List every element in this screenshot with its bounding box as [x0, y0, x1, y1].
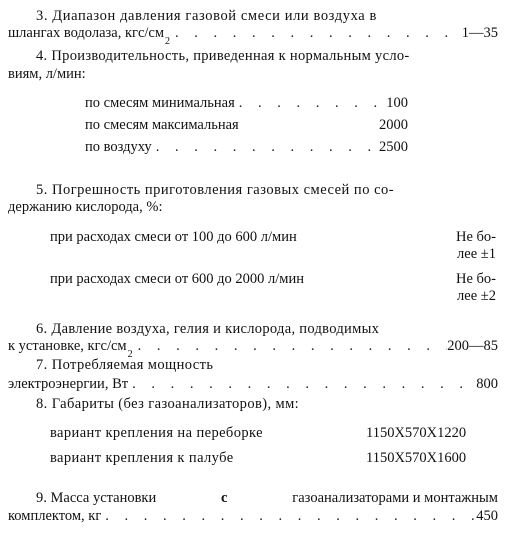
item-7-value: 800: [476, 376, 498, 392]
leader-dots: [134, 338, 448, 355]
item-9-part-c: газоанализаторами и монтажным: [292, 490, 498, 506]
item-3-superscript: 2: [165, 36, 171, 47]
item-4-row-1: [85, 95, 408, 112]
note-line-2: лее ±1: [457, 246, 496, 262]
item-5-row-2-label: при расходах смеси от 600 до 2000 л/мин: [50, 271, 305, 287]
leader-dots: [152, 139, 379, 156]
item-5-line-2: держанию кислорода, %:: [8, 199, 163, 215]
item-5-row-2-note: [426, 271, 496, 305]
row-label: по смесям минимальная: [85, 95, 235, 111]
leader-dots: [101, 508, 476, 525]
item-5-line-1: 5. Погрешность приготовления газовых смесей по со-: [36, 182, 395, 198]
item-4-row-2: [85, 117, 408, 134]
item-3-label: шлангах водолаза, кгс/см: [8, 25, 165, 41]
item-8-row-1-label: вариант крепления на переборке: [50, 425, 263, 441]
item-3-line-1: 3. Диапазон давления газовой смеси или воздуха в: [36, 8, 377, 24]
item-9-value: 450: [476, 508, 498, 524]
item-8-row-2-value: 1150X570X1600: [366, 450, 467, 466]
item-4-line-2: виям, л/мин:: [8, 66, 86, 82]
item-6-superscript: 2: [127, 349, 133, 360]
item-4-row-3: [85, 139, 408, 156]
item-3-value: 1—35: [461, 25, 498, 41]
item-3-line-2: [8, 25, 498, 47]
leader-dots: [171, 25, 462, 42]
item-8-row-2-label: вариант крепления к палубе: [50, 450, 234, 466]
note-line-2: лее ±2: [457, 288, 496, 304]
item-7-line-2: [8, 376, 498, 393]
item-9-line-1: [36, 490, 498, 507]
item-5-row-1-note: [426, 229, 496, 263]
item-5-row-1-label: при расходах смеси от 100 до 600 л/мин: [50, 229, 297, 245]
note-line-1: Не бо-: [456, 271, 496, 287]
item-9-part-a: 9. Масса установки: [36, 490, 157, 506]
item-6-value: 200—85: [447, 338, 498, 354]
item-4-line-1: 4. Производительность, приведенная к нормальным усло-: [36, 48, 410, 64]
item-6-label: к установке, кгс/см: [8, 338, 127, 354]
item-8-line-1: 8. Габариты (без газоанализаторов), мм:: [36, 396, 300, 412]
item-9-label: комплектом, кг: [8, 508, 102, 524]
note-line-1: Не бо-: [456, 229, 496, 245]
item-9-line-2: [8, 508, 498, 525]
item-7-line-1: 7. Потребляемая мощность: [36, 357, 214, 373]
item-6-line-1: 6. Давление воздуха, гелия и кислорода, подводимых: [36, 321, 380, 337]
item-9-part-b: с: [221, 490, 228, 506]
item-8-row-1-value: 1150X570X1220: [366, 425, 467, 441]
row-label: по смесям максимальная: [85, 117, 239, 133]
row-value: 100: [386, 95, 408, 111]
row-value: 2500: [379, 139, 408, 155]
leader-dots: [128, 376, 476, 393]
item-6-line-2: [8, 338, 498, 360]
row-value: 2000: [379, 117, 408, 133]
leader-dots: [235, 95, 386, 112]
row-label: по воздуху: [85, 139, 152, 155]
item-7-label: электроэнергии, Вт: [8, 376, 129, 392]
